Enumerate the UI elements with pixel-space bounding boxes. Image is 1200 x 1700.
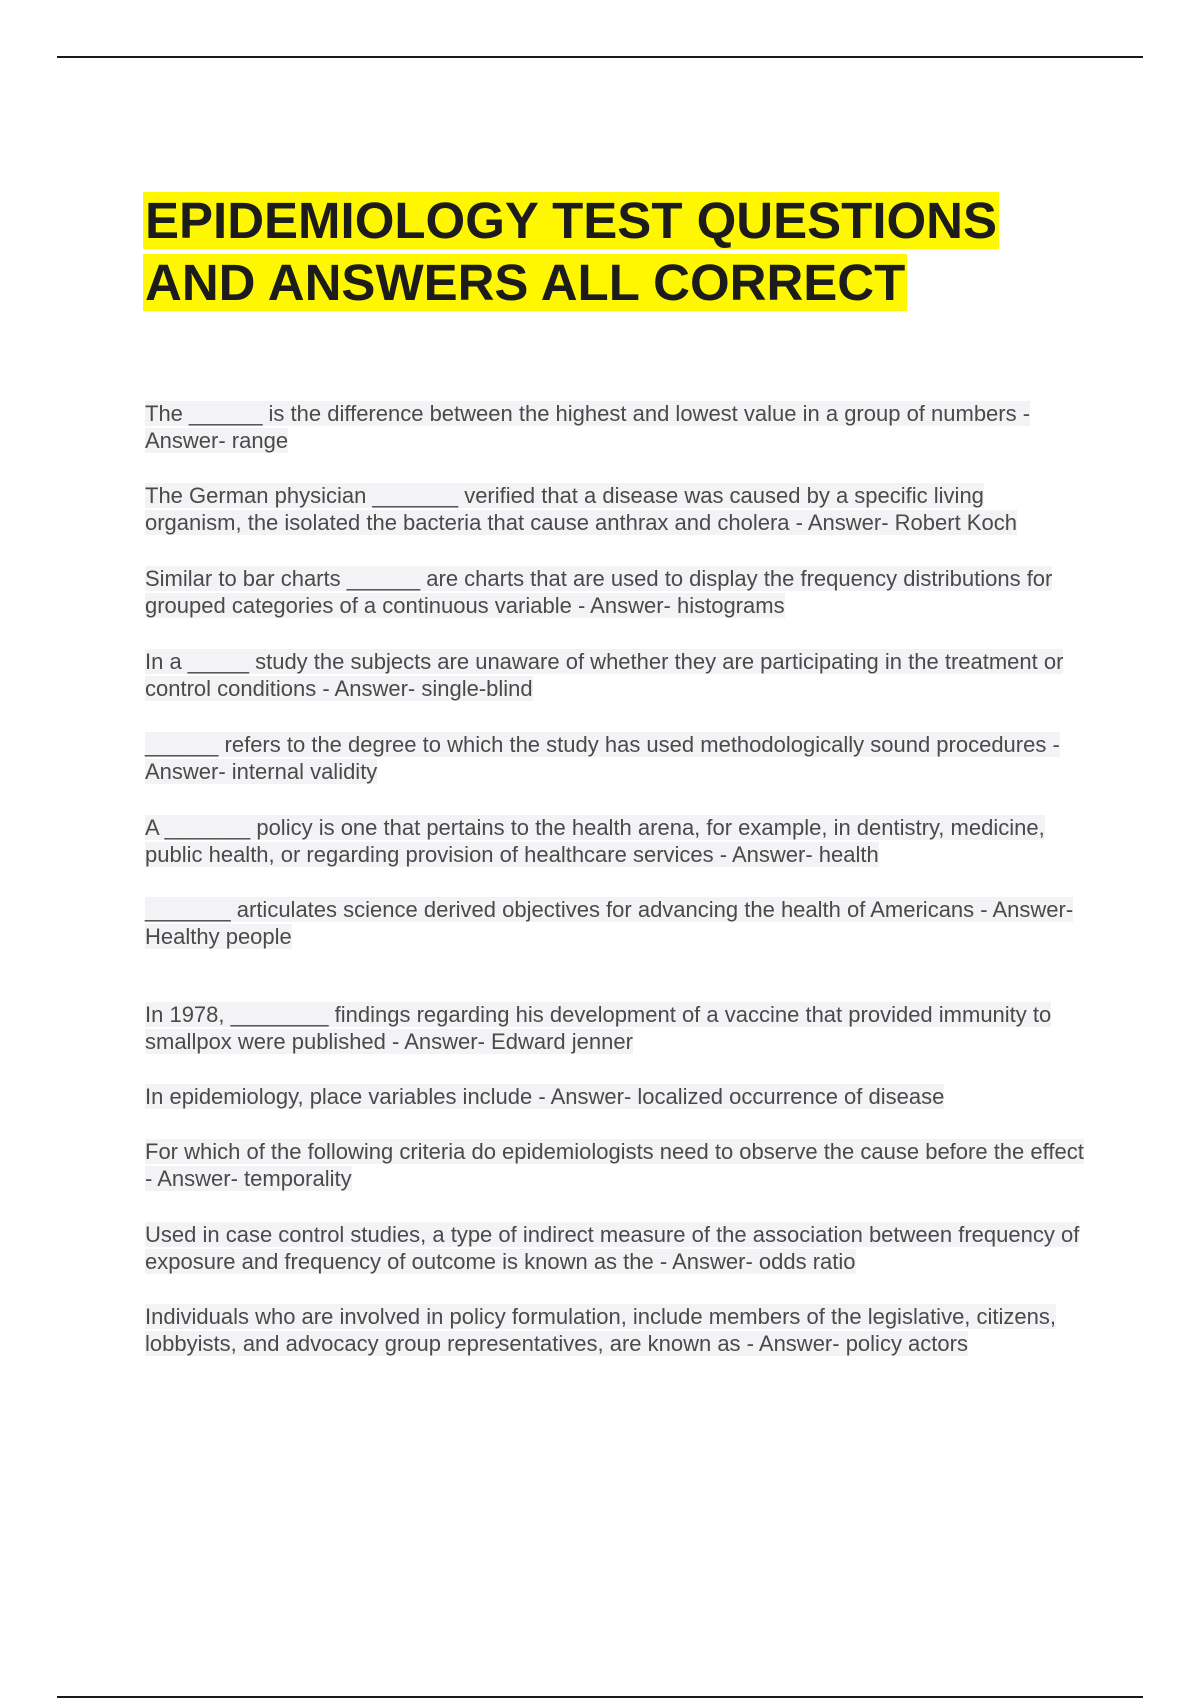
qa-item: The ______ is the difference between the highest and lowest value in a group of numbers - Answer- range [145,401,1031,453]
qa-item: In 1978, ________ findings regarding his development of a vaccine that provided immunity to smallpox were published - Answer- Edward jenner [145,1002,1052,1054]
qa-item: A _______ policy is one that pertains to the health arena, for example, in dentistry, medicine, public health, or regarding provision of healthcare services - Answer- health [145,815,1045,867]
top-divider [57,56,1143,58]
qa-list [145,400,1085,1357]
page-title [143,190,1063,314]
qa-item: In a _____ study the subjects are unaware of whether they are participating in the treatment or control conditions - Answer- single-blind [145,649,1064,701]
qa-item: Similar to bar charts ______ are charts that are used to display the frequency distributions for grouped categories of a continuous variable - Answer- histograms [145,566,1053,618]
qa-item: ______ refers to the degree to which the study has used methodologically sound procedures - Answer- internal validity [145,732,1060,784]
page-title-highlight: EPIDEMIOLOGY TEST QUESTIONS AND ANSWERS ALL CORRECT [145,192,998,311]
qa-item: Used in case control studies, a type of indirect measure of the association between frequency of exposure and frequency of outcome is known as the - Answer- odds ratio [145,1222,1080,1274]
bottom-divider [57,1696,1143,1698]
qa-item: In epidemiology, place variables include - Answer- localized occurrence of disease [145,1084,945,1109]
qa-item: The German physician _______ verified that a disease was caused by a specific living organism, the isolated the bacteria that cause anthrax and cholera - Answer- Robert Koch [145,483,1017,535]
qa-item: Individuals who are involved in policy formulation, include members of the legislative, citizens, lobbyists, and advocacy group representatives, are known as - Answer- policy actors [145,1304,1057,1356]
qa-item: For which of the following criteria do epidemiologists need to observe the cause before the effect - Answer- temporality [145,1139,1084,1191]
qa-item: _______ articulates science derived objectives for advancing the health of Americans - Answer- Healthy people [145,897,1074,949]
